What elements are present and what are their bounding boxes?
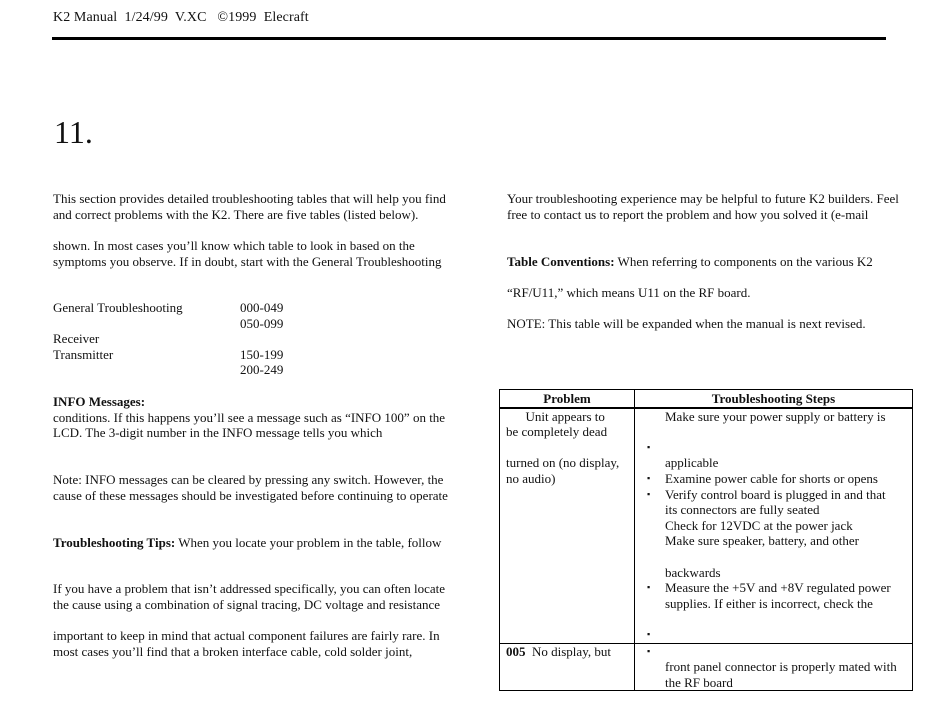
conventions-example: “RF/U11,” which means U11 on the RF board. xyxy=(507,285,751,300)
bullet-icon: ▪ xyxy=(647,441,651,452)
failures-paragraph xyxy=(53,628,440,659)
table-row xyxy=(500,643,913,691)
table-list-name: Transmitter xyxy=(53,346,114,362)
table-row xyxy=(500,408,913,643)
table-conventions xyxy=(507,254,873,270)
table-list-item xyxy=(53,362,284,378)
step-text: applicable xyxy=(665,455,719,471)
table-list-item xyxy=(53,346,284,363)
bullet-icon: ▪ xyxy=(647,645,651,656)
table-header-row xyxy=(500,390,913,408)
text-line: If you have a problem that isn’t addressed specifically, you can often locate xyxy=(53,581,446,596)
text-line: symptoms you observe. If in doubt, start with the General Troubleshooting xyxy=(53,253,442,269)
text-line: be completely dead xyxy=(506,424,608,440)
text-line xyxy=(506,440,628,456)
chapter-number: 11. xyxy=(54,114,93,150)
header-rule xyxy=(52,37,886,40)
text-line: the cause using a combination of signal tracing, DC voltage and resistance xyxy=(53,596,440,612)
text-line: shown. In most cases you’ll know which table to look in based on the xyxy=(53,238,415,253)
troubleshooting-table xyxy=(499,389,913,691)
text-line: no audio) xyxy=(506,470,556,486)
expansion-note: NOTE: This table will be expanded when the manual is next revised. xyxy=(507,316,866,331)
info-messages-section xyxy=(53,394,445,441)
step-text: Make sure speaker, battery, and other xyxy=(665,533,859,549)
bullet-icon: ▪ xyxy=(647,628,651,639)
tips-heading: Troubleshooting Tips: xyxy=(53,535,176,550)
table-list-range: 200-249 xyxy=(240,362,284,378)
text-line: Note: INFO messages can be cleared by pressing any switch. However, the xyxy=(53,472,444,487)
text-line: conditions. If this happens you’ll see a message such as “INFO 100” on the xyxy=(53,409,446,425)
text-line: important to keep in mind that actual component failures are fairly rare. In xyxy=(53,628,440,643)
signal-tracing-paragraph xyxy=(53,581,445,612)
table-list-item xyxy=(53,315,284,332)
table-list-item xyxy=(53,300,284,316)
step-text: front panel connector is properly mated with xyxy=(665,659,897,675)
info-note xyxy=(53,472,448,503)
table-list-range: 150-199 xyxy=(240,346,284,362)
step-text: Examine power cable for shorts or opens xyxy=(665,470,878,486)
table-list-range: 050-099 xyxy=(240,315,284,331)
bullet-icon: ▪ xyxy=(647,488,651,499)
text-line: LCD. The 3-digit number in the INFO message tells you which xyxy=(53,425,383,441)
troubleshooting-tips xyxy=(53,535,441,551)
table-choice-paragraph xyxy=(53,238,442,269)
table-list-name: Receiver xyxy=(53,331,100,347)
step-text: Check for 12VDC at the power jack xyxy=(665,517,853,533)
conventions-heading: Table Conventions: xyxy=(507,254,615,269)
step-text: Make sure your power supply or battery is xyxy=(665,408,886,424)
text-line: free to contact us to report the problem and how you solved it (e-mail xyxy=(507,206,869,222)
text-line: When you locate your problem in the table, follow xyxy=(175,535,442,550)
intro-paragraph xyxy=(53,191,446,222)
problem-cell xyxy=(500,408,635,643)
step-text: backwards xyxy=(665,564,721,580)
text-line: most cases you’ll find that a broken interface cable, cold solder joint, xyxy=(53,643,413,659)
table-list xyxy=(53,300,284,378)
step-text: supplies. If either is incorrect, check the xyxy=(665,595,873,611)
table-list-name: General Troubleshooting xyxy=(53,300,183,315)
text-line: This section provides detailed troubleshooting tables that will help you find xyxy=(53,191,446,206)
problem-text: No display, but xyxy=(525,643,611,659)
running-header: K2 Manual 1/24/99 V.XC ©1999 Elecraft xyxy=(53,10,309,25)
text-line: and correct problems with the K2. There are five tables (listed below). xyxy=(53,206,419,222)
step-text: Verify control board is plugged in and that xyxy=(665,486,886,502)
steps-cell xyxy=(635,408,913,643)
text-line: Unit appears to xyxy=(506,408,605,424)
problem-code: 005 xyxy=(506,643,526,659)
problem-cell xyxy=(500,643,635,691)
text-line: Your troubleshooting experience may be helpful to future K2 builders. Feel xyxy=(507,191,899,206)
column-header-steps: Troubleshooting Steps xyxy=(635,390,913,408)
bullet-icon: ▪ xyxy=(647,472,651,483)
text-line: When referring to components on the various K2 xyxy=(614,254,873,269)
step-text: its connectors are fully seated xyxy=(665,502,820,518)
experience-paragraph xyxy=(507,191,899,222)
table-list-item xyxy=(53,331,183,347)
bullet-icon: ▪ xyxy=(647,582,651,593)
step-text: the RF board xyxy=(665,674,733,690)
text-line: turned on (no display, xyxy=(506,455,620,471)
text-line: cause of these messages should be investigated before continuing to operate xyxy=(53,487,448,503)
column-header-problem: Problem xyxy=(500,390,635,408)
info-messages-heading: INFO Messages: xyxy=(53,394,146,409)
table-list-range: 000-049 xyxy=(240,300,284,315)
step-text: Measure the +5V and +8V regulated power xyxy=(665,580,891,596)
steps-cell xyxy=(635,643,913,691)
